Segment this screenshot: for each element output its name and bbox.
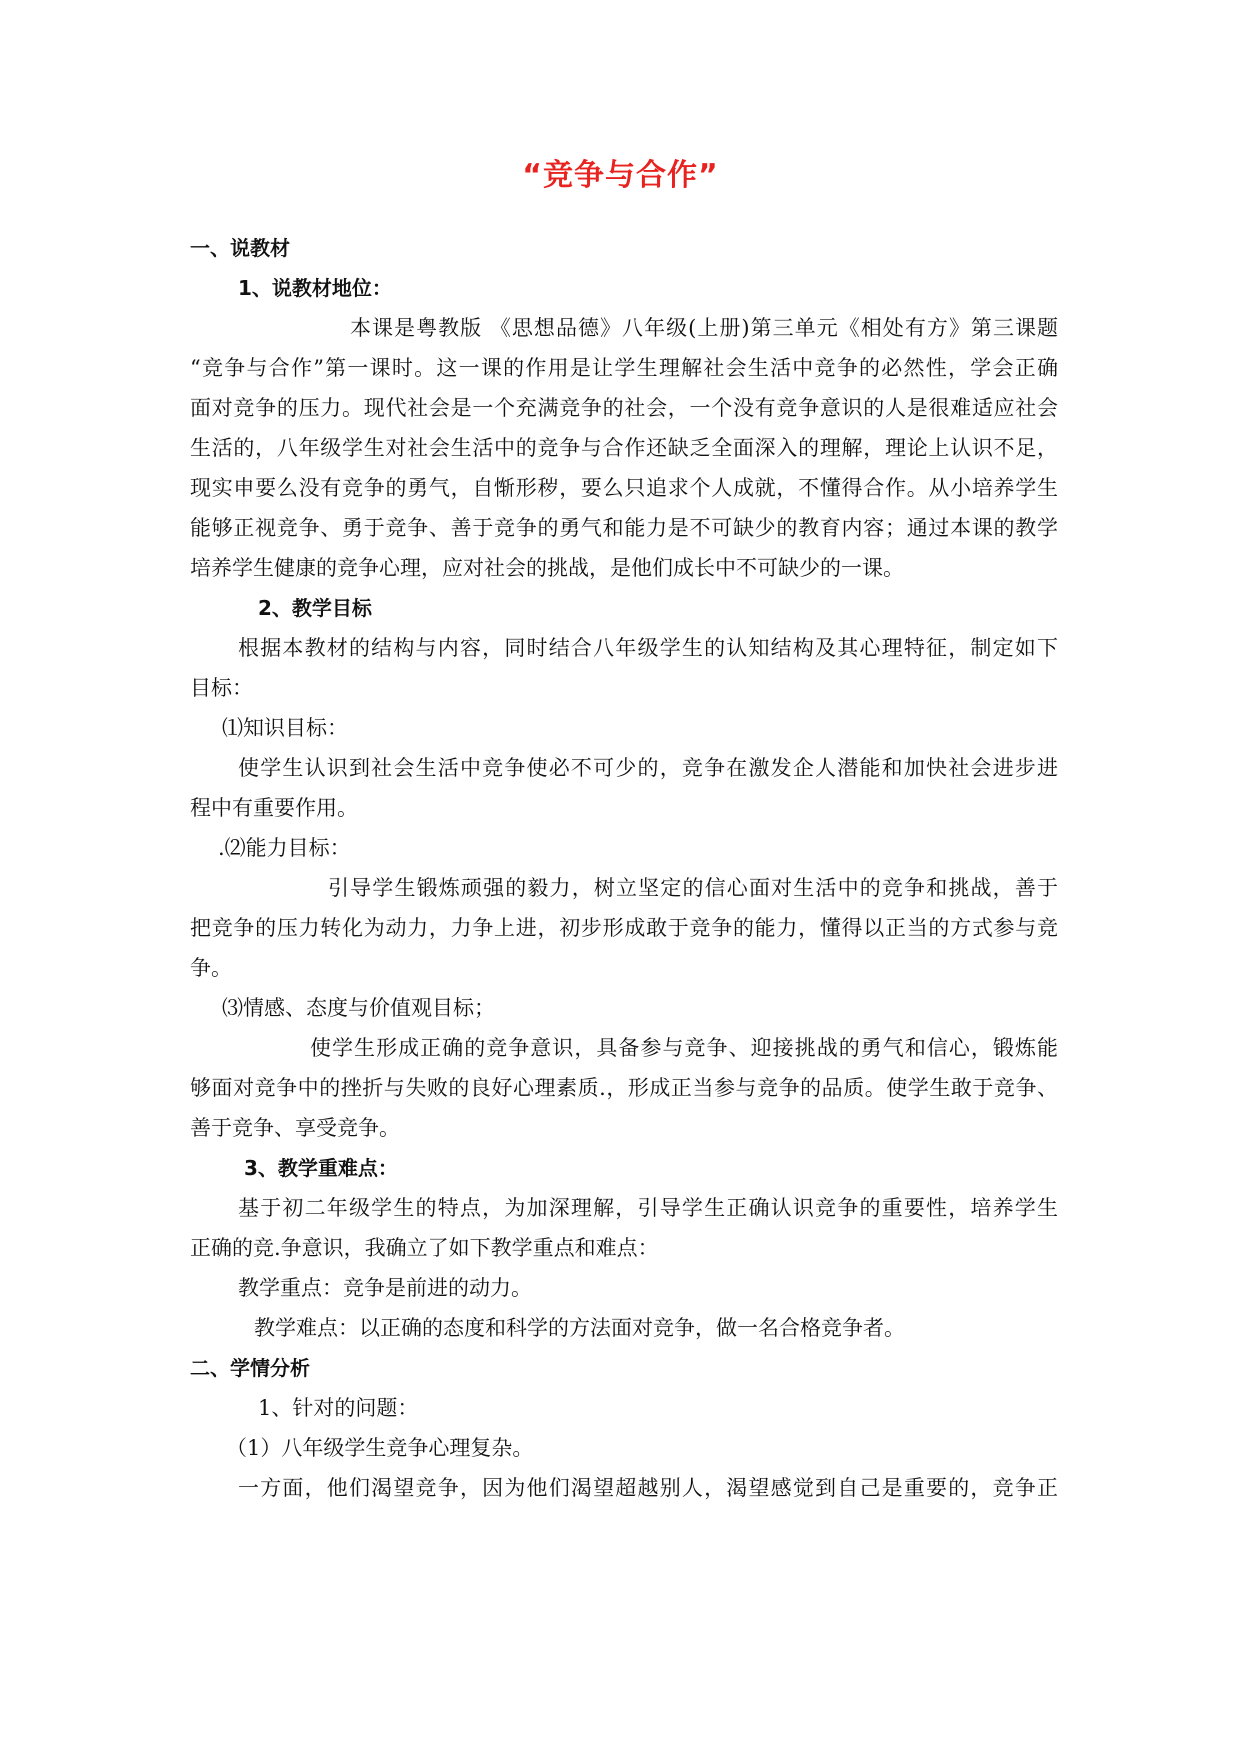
text-line: 正确的竞.争意识，我确立了如下教学重点和难点： [190, 1236, 659, 1260]
text-line: ⑴知识目标： [222, 716, 348, 740]
text-line: 使学生认识到社会生活中竞争使必不可少的，竞争在激发企人潜能和加快社会进步进 [238, 756, 1058, 780]
text-line: 引导学生锻炼顽强的毅力，树立坚定的信心面对生活中的竞争和挑战，善于 [328, 876, 1058, 900]
text-line: 基于初二年级学生的特点，为加深理解，引导学生正确认识竞争的重要性，培养学生 [238, 1196, 1058, 1220]
text-line: （1）八年级学生竞争心理复杂。 [226, 1436, 534, 1460]
text-line: 争。 [190, 956, 232, 980]
text-line: “竞争与合作”第一课时。这一课的作用是让学生理解社会生活中竞争的必然性，学会正确 [190, 356, 1058, 380]
text-line: 目标： [190, 676, 253, 700]
text-line: 面对竞争的压力。现代社会是一个充满竞争的社会，一个没有竞争意识的人是很难适应社会 [190, 396, 1058, 420]
text-line: 把竞争的压力转化为动力，力争上进，初步形成敢于竞争的能力，懂得以正当的方式参与竞 [190, 916, 1058, 940]
text-line: 本课是粤教版 《思想品德》八年级(上册)第三单元《相处有方》第三课题 [350, 316, 1058, 340]
text-line: 能够正视竞争、勇于竞争、善于竞争的勇气和能力是不可缺少的教育内容；通过本课的教学 [190, 516, 1058, 540]
text-line: 根据本教材的结构与内容，同时结合八年级学生的认知结构及其心理特征，制定如下 [238, 636, 1058, 660]
section-heading: 2、教学目标 [258, 596, 372, 620]
text-line: 1、针对的问题： [258, 1396, 419, 1420]
text-line: 程中有重要作用。 [190, 796, 358, 820]
text-line: 教学难点：以正确的态度和科学的方法面对竞争，做一名合格竞争者。 [254, 1316, 905, 1340]
text-line: 生活的，八年级学生对社会生活中的竞争与合作还缺乏全面深入的理解，理论上认识不足， [190, 436, 1058, 460]
text-line: 培养学生健康的竞争心理，应对社会的挑战，是他们成长中不可缺少的一课。 [190, 556, 904, 580]
text-line: 使学生形成正确的竞争意识，具备参与竞争、迎接挑战的勇气和信心，锻炼能 [310, 1036, 1058, 1060]
section-heading: 一、说教材 [190, 236, 290, 260]
text-line: 够面对竞争中的挫折与失败的良好心理素质.，形成正当参与竞争的品质。使学生敢于竞争、 [190, 1076, 1058, 1100]
text-line: 善于竞争、享受竞争。 [190, 1116, 400, 1140]
section-heading: 3、教学重难点： [244, 1156, 398, 1180]
text-line: 一方面，他们渴望竞争，因为他们渴望超越别人，渴望感觉到自己是重要的，竞争正 [238, 1476, 1058, 1500]
section-heading: 1、说教材地位： [238, 276, 392, 300]
text-line: 现实申要么没有竞争的勇气，自惭形秽，要么只追求个人成就，不懂得合作。从小培养学生 [190, 476, 1058, 500]
section-heading: 二、学情分析 [190, 1356, 310, 1380]
text-line: 教学重点：竞争是前进的动力。 [238, 1276, 532, 1300]
text-line: .⑵能力目标： [218, 836, 351, 860]
document-title: “竞争与合作” [522, 158, 719, 193]
text-line: ⑶情感、态度与价值观目标； [222, 996, 495, 1020]
